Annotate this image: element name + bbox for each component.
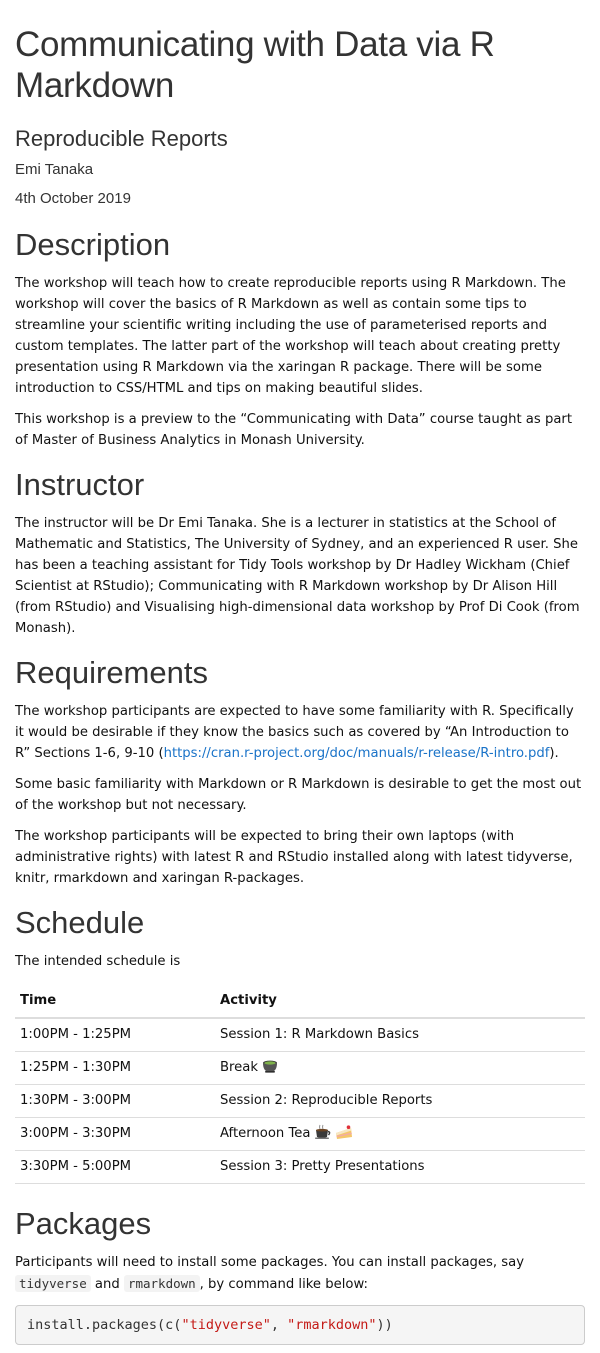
requirements-paragraph-1 — [15, 701, 585, 764]
inline-code-tidyverse: tidyverse — [15, 1275, 91, 1292]
packages-text: Participants will need to install some packages. You can install packages, say — [15, 1255, 525, 1270]
code-block[interactable] — [15, 1305, 585, 1345]
r-intro-link[interactable]: https://cran.r-project.org/doc/manuals/r-release/R-intro.pdf — [163, 746, 550, 761]
schedule-intro: The intended schedule is — [15, 954, 181, 969]
activity-cell: Session 2: Reproducible Reports — [215, 1085, 585, 1118]
requirements-text: The workshop participants are expected to have some familiarity with R. Specifically it would be desirable if they know the basics such as covered by “An Introduction to R” Sections 1-6, 9-10 ( — [15, 704, 574, 761]
time-cell: 1:30PM - 3:00PM — [15, 1085, 215, 1118]
requirements-heading: Requirements — [15, 655, 208, 690]
author: Emi Tanaka — [15, 161, 94, 178]
packages-section — [15, 1206, 585, 1345]
requirements-paragraph-2: Some basic familiarity with Markdown or R Markdown is desirable to get the most out of the workshop but not necessary. — [15, 777, 582, 813]
time-cell: 3:00PM - 3:30PM — [15, 1118, 215, 1151]
activity-text: Break — [220, 1060, 259, 1075]
activity-cell: Session 3: Pretty Presentations — [215, 1151, 585, 1184]
instructor-section — [15, 467, 585, 639]
date: 4th October 2019 — [15, 190, 131, 207]
activity-text: Afternoon Tea — [220, 1126, 311, 1141]
time-column-header: Time — [15, 984, 215, 1018]
inline-code-rmarkdown: rmarkdown — [124, 1275, 200, 1292]
page-subtitle: Reproducible Reports — [15, 126, 228, 151]
cake-icon — [335, 1124, 353, 1140]
table-row — [15, 1085, 585, 1118]
time-cell: 3:30PM - 5:00PM — [15, 1151, 215, 1184]
packages-text-end: , by command like below: — [199, 1277, 368, 1292]
description-paragraph-2: This workshop is a preview to the “Communicating with Data” course taught as part of Master of Business Analytics in Monash University. — [15, 412, 572, 448]
code-function: install.packages(c( — [27, 1317, 182, 1333]
table-row — [15, 1118, 585, 1151]
table-row — [15, 1018, 585, 1052]
table-row — [15, 1151, 585, 1184]
activity-cell — [215, 1118, 585, 1151]
description-section — [15, 227, 585, 451]
instructor-paragraph: The instructor will be Dr Emi Tanaka. She is a lecturer in statistics at the School of Mathematic and Statistics, The University of Sydney, and an experienced R user. She has been a teaching assistant for Tidy Tools workshop by Dr Hadley Wickham (Chief Scientist at RStudio); Communicating with R Markdown workshop by Dr Alison Hill (from RStudio) and Visualising high-dimensional data workshop by Prof Di Cook (from Monash). — [15, 516, 580, 636]
code-close: )) — [376, 1317, 393, 1333]
requirements-paragraph-3: The workshop participants will be expected to bring their own laptops (with administrative rights) with latest R and RStudio installed along with latest tidyverse, knitr, rmarkdown and xaringan R-packages. — [15, 829, 573, 886]
code-string-tidyverse: "tidyverse" — [181, 1317, 271, 1333]
schedule-table — [15, 984, 585, 1184]
packages-text-and: and — [90, 1277, 124, 1292]
instructor-heading: Instructor — [15, 467, 145, 502]
time-cell: 1:25PM - 1:30PM — [15, 1052, 215, 1085]
schedule-section — [15, 905, 585, 1184]
green-tea-icon — [261, 1058, 279, 1074]
schedule-heading: Schedule — [15, 905, 145, 940]
table-header-row — [15, 984, 585, 1018]
description-paragraph-1: The workshop will teach how to create reproducible reports using R Markdown. The workshop will cover the basics of R Markdown as well as contain some tips to streamline your scientific writing including the use of parameterised reports and custom templates. The latter part of the workshop will teach about creating pretty presentation using R Markdown via the xaringan R package. There will be some introduction to CSS/HTML and tips on making beautiful slides. — [15, 276, 566, 396]
table-row — [15, 1052, 585, 1085]
time-cell: 1:00PM - 1:25PM — [15, 1018, 215, 1052]
requirements-text-end: ). — [549, 746, 559, 761]
activity-cell — [215, 1052, 585, 1085]
code-string-rmarkdown: "rmarkdown" — [287, 1317, 377, 1333]
page-title: Communicating with Data via R Markdown — [15, 25, 495, 105]
activity-column-header: Activity — [215, 984, 585, 1018]
packages-heading: Packages — [15, 1206, 152, 1241]
coffee-icon — [314, 1124, 332, 1140]
description-heading: Description — [15, 227, 171, 262]
requirements-section — [15, 655, 585, 889]
activity-cell: Session 1: R Markdown Basics — [215, 1018, 585, 1052]
code-separator: , — [270, 1317, 288, 1333]
packages-paragraph — [15, 1252, 585, 1295]
